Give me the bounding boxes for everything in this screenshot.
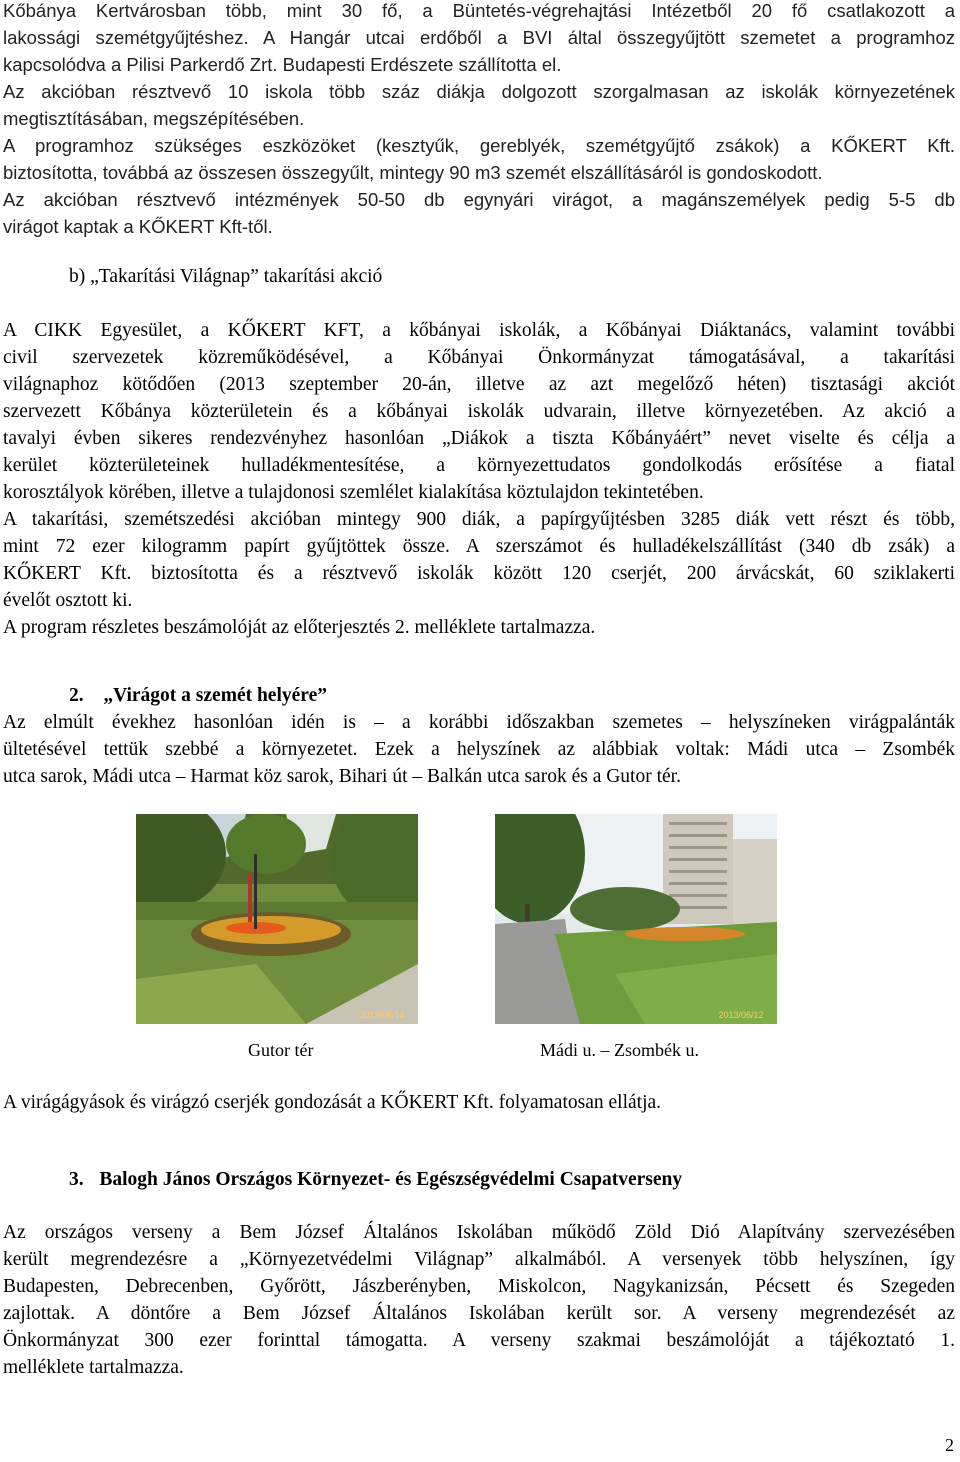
text-line: kerület közterületeinek hulladékmentesítése, a környezettudatos gondolkodás erősítése a fiatal bbox=[3, 455, 955, 476]
text-line: A takarítási, szemétszedési akcióban mintegy 900 diák, a papírgyűjtésben 3285 diák vett részt és több, bbox=[3, 509, 955, 530]
text-line: megtisztításában, megszépítésében. bbox=[3, 108, 305, 129]
section-b-heading: b) „Takarítási Világnap” takarítási akció bbox=[69, 266, 383, 287]
text-line: ültetésével tettük szebbé a környezetet. Ezek a helyszínek az alábbiak voltak: Mádi utca – Zsombék bbox=[3, 739, 955, 760]
text-line: Budapesten, Debrecenben, Győrött, Jászberényben, Miskolcon, Nagykanizsán, Pécsett és Szegeden bbox=[3, 1276, 955, 1297]
text-line: A programhoz szükséges eszközöket (kesztyűk, gereblyék, szemétgyűjtő zsákok) a KŐKERT Kft. bbox=[3, 135, 955, 156]
text-line: mint 72 ezer kilogramm papírt gyűjtöttek össze. A szerszámot és hulladékelszállítást (340 db zsák) a bbox=[3, 536, 955, 557]
section-b-paragraph bbox=[3, 317, 955, 641]
section-number: 3. bbox=[69, 1169, 84, 1190]
text-line: korosztályok körében, illetve a tulajdonosi szemlélet kialakítása köztulajdon tekintetében. bbox=[3, 482, 704, 503]
text-line: tavalyi évben sikeres rendezvényhez hasonlóan „Diákok a tiszta Kőbányáért” nevet viselte és célja a bbox=[3, 428, 955, 449]
text-line: A CIKK Egyesület, a KŐKERT KFT, a kőbányai iskolák, a Kőbányai Diáktanács, valamint további bbox=[3, 320, 955, 341]
text-line: A program részletes beszámolóját az előterjesztés 2. melléklete tartalmazza. bbox=[3, 617, 596, 638]
text-line: zajlottak. A döntőre a Bem József Általános Iskolában került sor. A verseny megrendezését az bbox=[3, 1303, 955, 1324]
photo-date-stamp: 2013/06/14 bbox=[359, 1010, 405, 1020]
photo-madi-zsombek bbox=[495, 814, 777, 1024]
photo-caption-gutor-ter: Gutor tér bbox=[248, 1040, 314, 1060]
text-line: KŐKERT Kft. biztosította és a résztvevő iskolák között 120 cserjét, 200 árvácskát, 60 sziklakerti bbox=[3, 563, 955, 584]
intro-text-block bbox=[3, 0, 955, 240]
text-line: világnaphoz kötődően (2013 szeptember 20-án, illetve az azt megelőző héten) tisztasági akciót bbox=[3, 374, 955, 395]
text-line: szervezett Kőbánya közterületein és a kőbányai iskolák udvarain, illetve környezetében. Az akció a bbox=[3, 401, 955, 422]
text-line: civil szervezetek közreműködésével, a Kőbányai Önkormányzat támogatásával, a takarítási bbox=[3, 347, 955, 368]
photo-date-stamp: 2013/06/12 bbox=[718, 1010, 764, 1020]
text-line: kapcsolódva a Pilisi Parkerdő Zrt. Budapesti Erdészete szállította el. bbox=[3, 54, 562, 75]
text-line: lakossági szemétgyűjtéshez. A Hangár utcai erdőből a BVI által összegyűjtött szemetet a programhoz bbox=[3, 27, 955, 48]
text-line: évelőt osztott ki. bbox=[3, 590, 133, 611]
section-2-heading bbox=[69, 682, 327, 709]
text-line: Az országos verseny a Bem József Általános Iskolában működő Zöld Dió Alapítvány szervezésében bbox=[3, 1222, 955, 1243]
page-number: 2 bbox=[945, 1435, 954, 1455]
section-title: „Virágot a szemét helyére” bbox=[103, 685, 327, 706]
text-line: Az akcióban résztvevő intézmények 50-50 db egynyári virágot, a magánszemélyek pedig 5-5 db bbox=[3, 189, 955, 210]
photo-gutor-ter bbox=[136, 814, 418, 1024]
section-3-paragraph bbox=[3, 1219, 955, 1381]
text-line: melléklete tartalmazza. bbox=[3, 1357, 184, 1378]
text-line: Az elmúlt évekhez hasonlóan idén is – a korábbi időszakban szemetes – helyszíneken virágpalánták bbox=[3, 712, 955, 733]
text-line: biztosította, továbbá az összesen összegyűlt, mintegy 90 m3 szemét elszállításáról is gondoskodott. bbox=[3, 162, 823, 183]
section-2-paragraph bbox=[3, 709, 955, 790]
section-number: 2. bbox=[69, 685, 84, 706]
text-line: Önkormányzat 300 ezer forinttal támogatta. A verseny szakmai beszámolóját a tájékoztató 1. bbox=[3, 1330, 955, 1351]
text-line: utca sarok, Mádi utca – Harmat köz sarok, Bihari út – Balkán utca sarok és a Gutor tér. bbox=[3, 766, 681, 787]
text-line: került megrendezésre a „Környezetvédelmi Világnap” alkalmából. A versenyek több helyszínen, így bbox=[3, 1249, 955, 1270]
section-title: Balogh János Országos Környezet- és Egészségvédelmi Csapatverseny bbox=[99, 1169, 683, 1190]
text-line: Kőbánya Kertvárosban több, mint 30 fő, a Büntetés-végrehajtási Intézetből 20 fő csatlakozott a bbox=[3, 0, 955, 21]
text-line: Az akcióban résztvevő 10 iskola több száz diákja dolgozott szorgalmasan az iskolák környezetének bbox=[3, 81, 955, 102]
text-line: virágot kaptak a KŐKERT Kft-től. bbox=[3, 216, 273, 237]
section-2-closing: A virágágyások és virágzó cserjék gondozását a KŐKERT Kft. folyamatosan ellátja. bbox=[3, 1092, 662, 1113]
photo-caption-madi-zsombek: Mádi u. – Zsombék u. bbox=[540, 1040, 699, 1060]
section-3-heading bbox=[69, 1166, 682, 1193]
